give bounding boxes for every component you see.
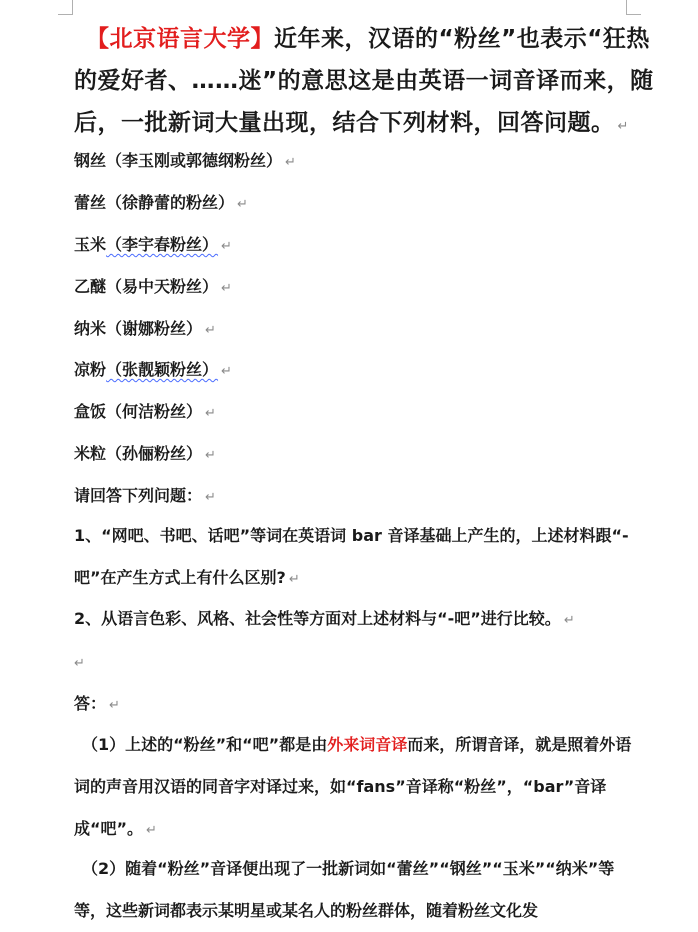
return-mark-icon: ↵ [288,572,300,587]
return-mark-icon: ↵ [109,698,120,713]
question-title [74,18,654,148]
highlight-term: 外来词音译 [327,735,408,754]
page-corner-mark-right [626,0,641,15]
return-mark-icon: ↵ [205,448,216,463]
return-mark-icon: ↵ [285,155,296,170]
school-name: 【北京语言大学】 [86,26,274,52]
question-1: 1、“网吧、书吧、话吧”等词在英语词 bar 音译基础上产生的，上述材料跟“-吧”在产生方式上有什么区别? ↵ [74,526,629,587]
material-item: 乙醚（易中天粉丝） ↵ [74,277,232,296]
return-mark-icon: ↵ [237,197,248,212]
question-2: 2、从语言色彩、风格、社会性等方面对上述材料与“-吧”进行比较。 ↵ [74,609,575,628]
empty-paragraph [74,650,85,676]
return-mark-icon: ↵ [205,323,216,338]
return-mark-icon: ↵ [74,656,85,671]
material-item: 米粒（孙俪粉丝） ↵ [74,444,216,463]
page-corner-mark-left [58,0,73,15]
material-item: 钢丝（李玉刚或郭德纲粉丝） ↵ [74,151,296,170]
material-item: 蕾丝（徐静蕾的粉丝） ↵ [74,193,248,212]
question-intro: 请回答下列问题： ↵ [74,486,216,505]
return-mark-icon: ↵ [221,281,232,296]
answer-label: 答： ↵ [74,694,120,713]
answer-2: （2）随着“粉丝”音译便出现了一批新词如“蕾丝”“钢丝”“玉米”“纳米”等等，这些新词都表示某明星或某名人的粉丝群体，随着粉丝文化发 [74,859,615,920]
return-mark-icon: ↵ [221,364,232,379]
material-item: 纳米（谢娜粉丝） ↵ [74,319,216,338]
answer-1: （1）上述的“粉丝”和“吧”都是由外来词音译而来，所谓音译，就是照着外语词的声音用汉语的同音字对译过来，如“fans”音译称“粉丝”，“bar”音译成“吧”。 ↵ [74,735,632,838]
material-item: 凉粉（张靓颖粉丝） ↵ [74,360,232,379]
material-item: 玉米（李宇春粉丝） ↵ [74,235,232,254]
return-mark-icon: ↵ [205,490,216,505]
return-mark-icon: ↵ [617,119,629,134]
return-mark-icon: ↵ [563,613,575,628]
return-mark-icon: ↵ [221,239,232,254]
return-mark-icon: ↵ [205,406,216,421]
material-item: 盒饭（何洁粉丝） ↵ [74,402,216,421]
title-text: 近年来，汉语的“粉丝”也表示“狂热的爱好者、……迷”的意思这是由英语一词音译而来，随后，一批新词大量出现，结合下列材料，回答问题。 [74,26,654,136]
return-mark-icon: ↵ [146,823,157,838]
